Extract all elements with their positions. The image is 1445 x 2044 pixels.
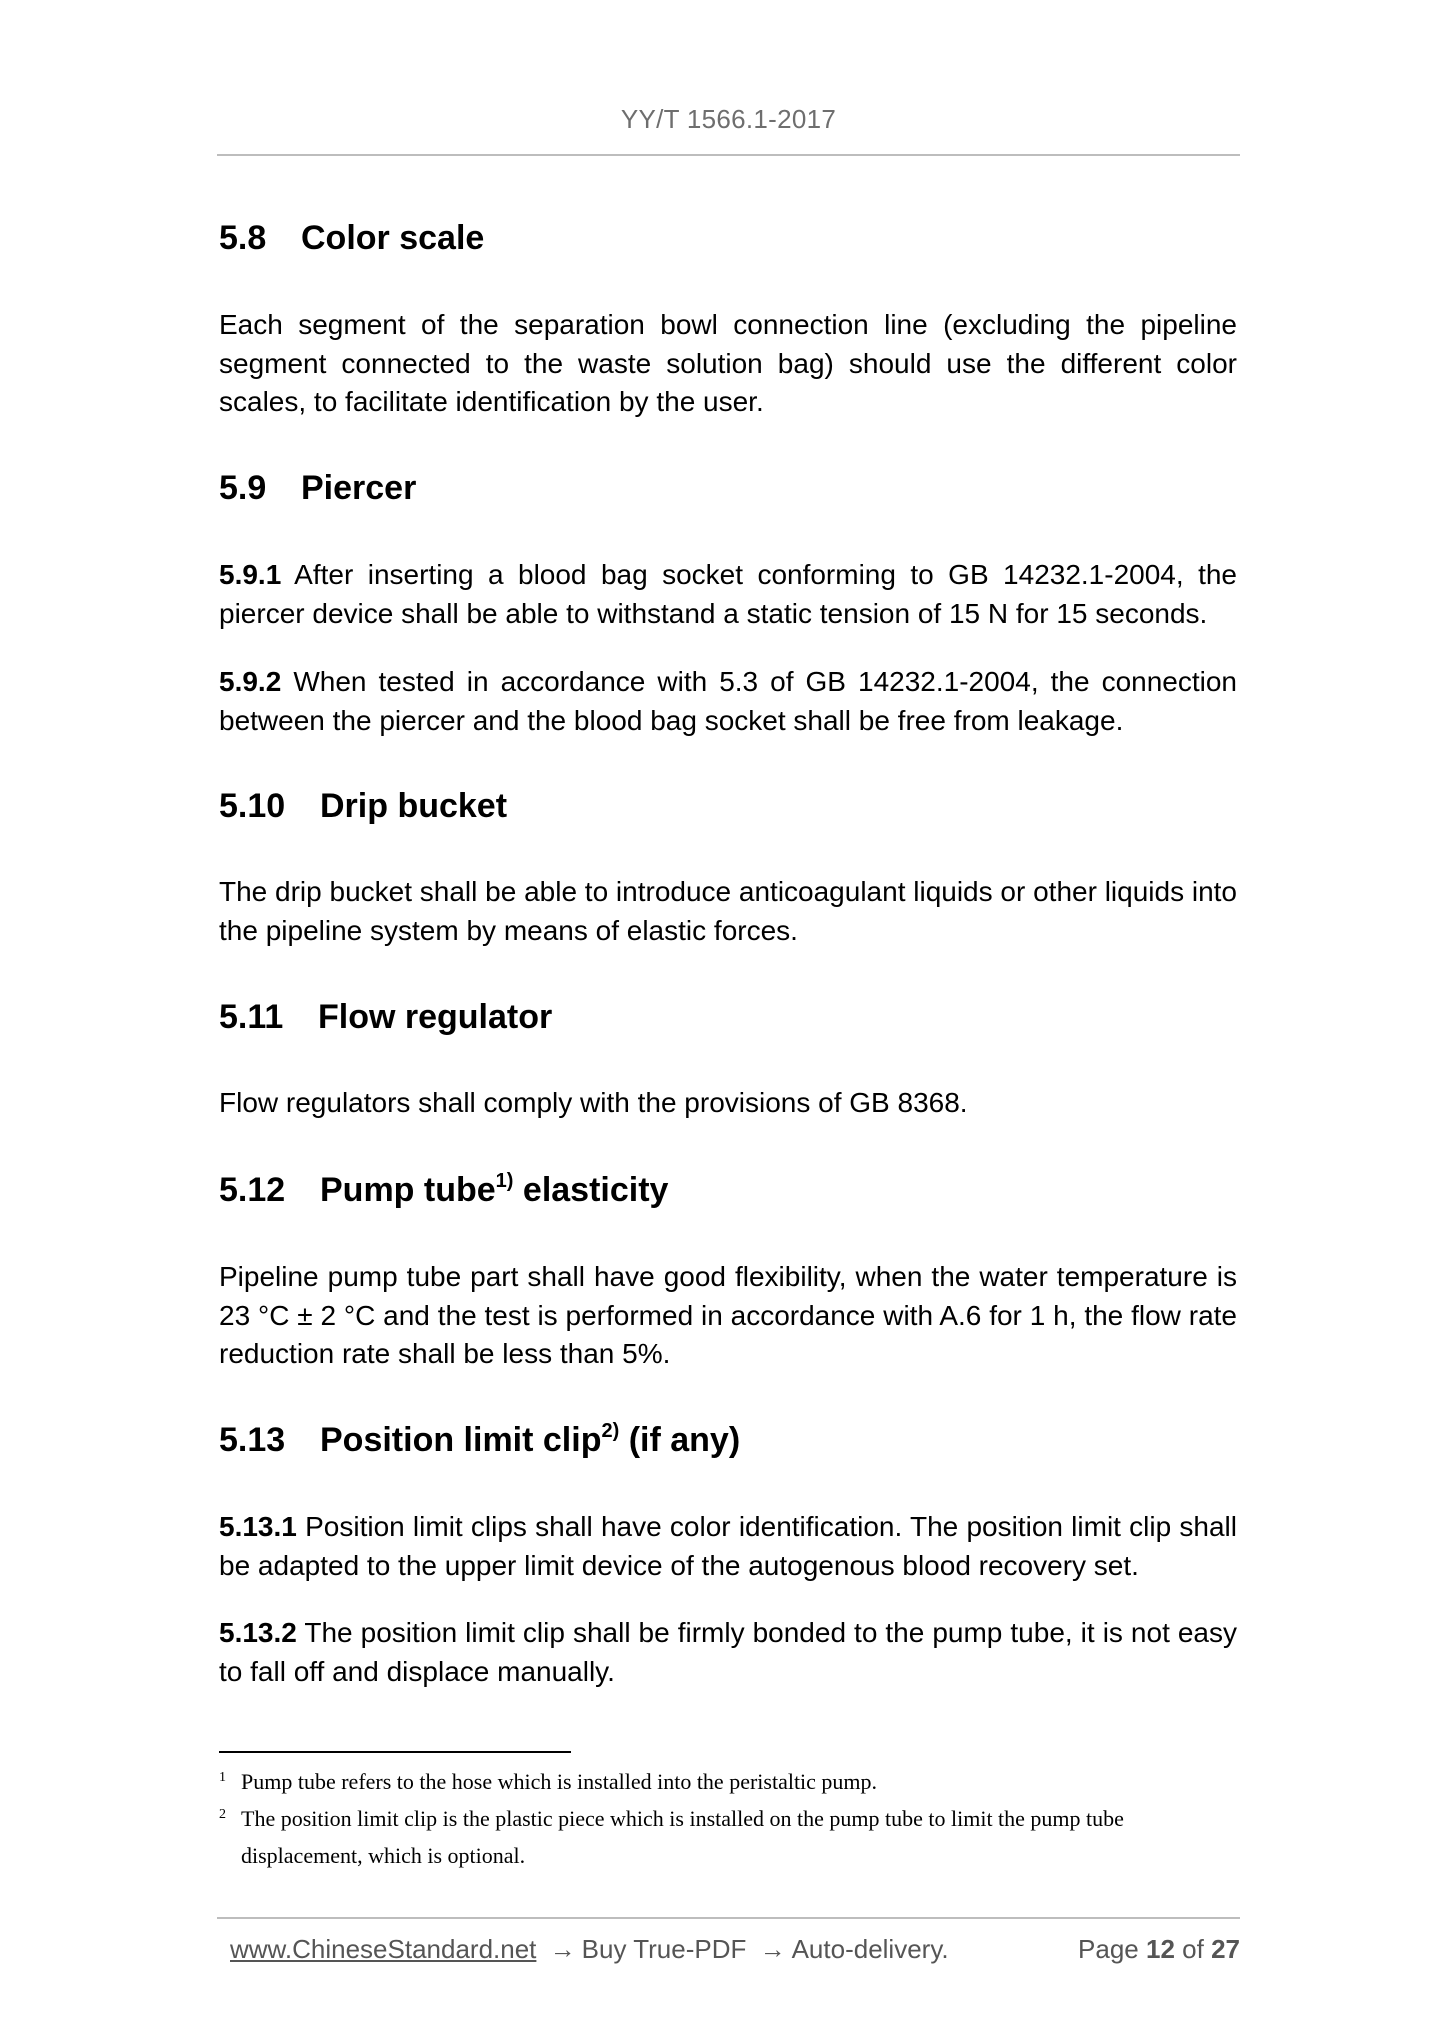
clause-number: 5.9.2 [219, 666, 282, 697]
heading-number: 5.9 [219, 469, 267, 507]
arrow-right-icon: → [549, 1934, 576, 1964]
page-label: Page [1078, 1934, 1139, 1964]
page-total: 27 [1211, 1934, 1240, 1964]
heading-title: Drip bucket [320, 787, 508, 825]
footnote-text: The position limit clip is the plastic piece which is installed on the pump tube to limit the pump tube displacement, which is optional. [241, 1806, 1124, 1868]
paragraph-5-10: The drip bucket shall be able to introduce anticoagulant liquids or other liquids into the pipeline system by means of elastic forces. [219, 876, 1237, 946]
clause-5-9-1 [219, 556, 1237, 633]
page-number: 12 [1146, 1934, 1175, 1964]
clause-text: Position limit clips shall have color identification. The position limit clip shall be adapted to the upper limit device of the autogenous blood recovery set. [219, 1511, 1237, 1581]
heading-5-10 [219, 786, 507, 826]
buy-true-pdf-link[interactable]: Buy True-PDF [581, 1934, 747, 1964]
clause-number: 5.9.1 [219, 559, 282, 590]
header-rule [217, 154, 1240, 156]
heading-title: Color scale [301, 219, 485, 257]
heading-5-11 [219, 997, 552, 1037]
auto-delivery-text: Auto-delivery. [791, 1934, 949, 1964]
arrow-right-icon: → [759, 1934, 786, 1964]
paragraph-5-8: Each segment of the separation bowl connection line (excluding the pipeline segment connected to the waste solution bag) should use the different color scales, to facilitate identification by the user. [219, 309, 1237, 417]
footer-rule [217, 1917, 1240, 1919]
clause-number: 5.13.2 [219, 1617, 297, 1648]
heading-number: 5.12 [219, 1171, 286, 1209]
page-footer [230, 1934, 1240, 1965]
clause-number: 5.13.1 [219, 1511, 297, 1542]
heading-number: 5.13 [219, 1421, 286, 1459]
footnote-separator [219, 1751, 571, 1753]
footnote-reference: 1) [495, 1170, 514, 1192]
heading-5-13 [219, 1420, 740, 1460]
heading-number: 5.8 [219, 219, 267, 257]
heading-title: Flow regulator [318, 998, 553, 1036]
heading-title: Position limit clip [320, 1421, 602, 1459]
heading-5-8 [219, 218, 484, 258]
heading-title: Piercer [301, 469, 417, 507]
of-label: of [1182, 1934, 1204, 1964]
clause-text: After inserting a blood bag socket conforming to GB 14232.1-2004, the piercer device shall be able to withstand a static tension of 15 N for 15 seconds. [219, 559, 1238, 629]
page-indicator [1078, 1934, 1240, 1965]
website-link[interactable]: www.ChineseStandard.net [230, 1934, 537, 1964]
paragraph-5-12: Pipeline pump tube part shall have good flexibility, when the water temperature is 23 °C ± 2 °C and the test is performed in accordance with A.6 for 1 h, the flow rate reduction rate shall be less than 5%. [219, 1261, 1237, 1369]
heading-5-12 [219, 1170, 668, 1210]
heading-title: Pump tube [320, 1171, 496, 1209]
footnote-text: Pump tube refers to the hose which is installed into the peristaltic pump. [241, 1769, 878, 1794]
heading-title-suffix: elasticity [513, 1171, 669, 1209]
paragraph-5-11: Flow regulators shall comply with the provisions of GB 8368. [219, 1087, 968, 1118]
heading-number: 5.10 [219, 787, 286, 825]
clause-text: The position limit clip shall be firmly bonded to the pump tube, it is not easy to fall off and displace manually. [219, 1617, 1238, 1687]
clause-5-9-2 [219, 663, 1237, 740]
clause-text: When tested in accordance with 5.3 of GB 14232.1-2004, the connection between the piercer and the blood bag socket shall be free from leakage. [219, 666, 1238, 736]
document-id-header: YY/T 1566.1-2017 [620, 104, 837, 134]
clause-5-13-2 [219, 1614, 1237, 1691]
clause-5-13-1 [219, 1508, 1237, 1585]
footnote-reference: 2) [601, 1420, 620, 1442]
footnote-1: 1 Pump tube refers to the hose which is installed into the peristaltic pump. [219, 1769, 878, 1794]
heading-5-9 [219, 468, 416, 508]
heading-title-suffix: (if any) [619, 1421, 741, 1459]
footnote-2: 2 The position limit clip is the plastic piece which is installed on the pump tube to limit the pump tube displacement, which is optional. [219, 1800, 1239, 1874]
heading-number: 5.11 [219, 998, 284, 1036]
